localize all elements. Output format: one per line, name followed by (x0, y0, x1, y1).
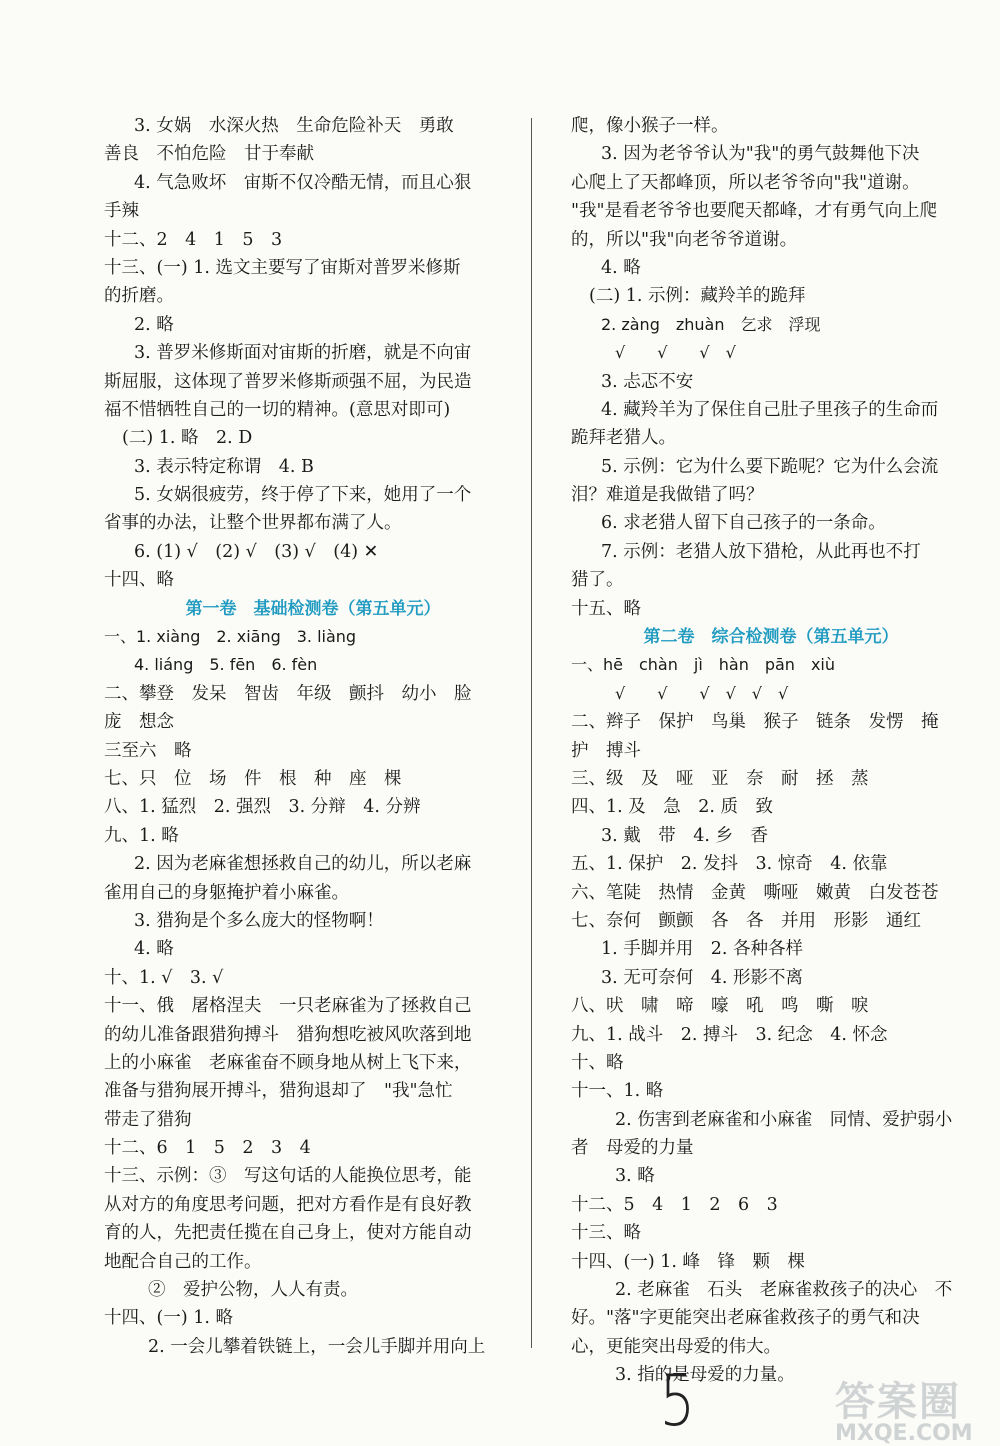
text-line: 十三、略 (571, 1223, 641, 1244)
check-marks: √ √ √ √ (615, 343, 736, 363)
text-line: 二、辫子 保护 鸟巢 猴子 链条 发愣 掩 (571, 712, 939, 733)
text-line: 十、略 (571, 1052, 624, 1073)
text-line: 3. 指的是母爱的力量。 (615, 1365, 795, 1386)
text-line: 5. 女娲很疲劳，终于停了下来，她用了一个 (134, 485, 472, 506)
text-line: 六、笔陡 热情 金黄 嘶哑 嫩黄 白发苍苍 (571, 882, 939, 903)
text-line: 3. 普罗米修斯面对宙斯的折磨，就是不向宙 (134, 343, 472, 364)
text-line: 手辣 (104, 201, 139, 222)
text-line: 三至六 略 (104, 740, 192, 761)
text-line: 者 母爱的力量 (571, 1138, 694, 1159)
text-line: 3. 猎狗是个多么庞大的怪物啊！ (134, 910, 384, 931)
text-line: 带走了猎狗 (104, 1109, 192, 1130)
text-line: 4. liáng 5. fēn 6. fèn (134, 655, 318, 675)
page-number: 5 (659, 1360, 696, 1442)
section-heading: 第二卷 综合检测卷（第五单元） (643, 627, 899, 648)
text-line: 准备与猎狗展开搏斗，猎狗退却了 "我"急忙 (104, 1081, 453, 1102)
text-line: 十三、示例：③ 写这句话的人能换位思考，能 (104, 1166, 472, 1187)
column-divider (531, 118, 532, 1348)
text-line: 二、攀登 发呆 智齿 年级 颤抖 幼小 脸 (104, 683, 472, 704)
text-line: "我"是看老爷爷也要爬天都峰，才有勇气向上爬 (571, 201, 938, 222)
text-line: 八、1. 猛烈 2. 强烈 3. 分辩 4. 分辨 (104, 797, 421, 818)
text-line: 九、1. 战斗 2. 搏斗 3. 纪念 4. 怀念 (571, 1024, 888, 1045)
text-line: 八、吠 啸 啼 嚎 吼 鸣 嘶 唳 (571, 996, 869, 1017)
text-line: 3. 女娲 水深火热 生命危险补天 勇敢 (134, 116, 454, 136)
text-line: 十四、(一) 1. 略 (104, 1308, 233, 1329)
text-line: 九、1. 略 (104, 825, 179, 846)
text-line: 3. 因为老爷爷认为"我"的勇气鼓舞他下决 (601, 144, 920, 165)
text-line: 上的小麻雀 老麻雀奋不顾身地从树上飞下来， (104, 1052, 472, 1073)
text-line: 2. zàng zhuàn 乞求 浮现 (601, 314, 821, 334)
text-line: ② 爱护公物，人人有责。 (148, 1280, 358, 1301)
right-column (571, 112, 971, 1390)
watermark-url: MXQE.COM (835, 1421, 973, 1446)
text-line: 3. 戴 带 4. 乡 香 (601, 825, 769, 846)
text-line: 的折磨。 (104, 286, 174, 307)
text-line: 十四、略 (104, 570, 174, 591)
text-line: 善良 不怕危险 甘于奉献 (104, 144, 314, 165)
text-line: 2. 略 (134, 314, 174, 335)
text-line: 十二、6 1 5 2 3 4 (104, 1138, 311, 1159)
text-line: 三、级 及 哑 亚 奈 耐 拯 蒸 (571, 768, 869, 789)
text-line: 2. 老麻雀 石头 老麻雀救孩子的决心 不 (615, 1280, 953, 1301)
text-line: (二) 1. 略 2. D (122, 428, 253, 449)
text-line: 十一、1. 略 (571, 1081, 664, 1102)
text-line: 七、只 位 场 件 根 种 座 棵 (104, 768, 402, 789)
text-line: 一、1. xiàng 2. xiāng 3. liàng (104, 627, 357, 647)
text-line: 十一、俄 屠格涅夫 一只老麻雀为了拯救自己 (104, 996, 472, 1017)
text-line: 4. 略 (134, 939, 174, 960)
text-line: 6. (1) √ (2) √ (3) √ (4) ✕ (134, 541, 379, 562)
text-line: (二) 1. 示例：藏羚羊的跪拜 (589, 286, 806, 307)
text-line: 一、hē chàn jì hàn pān xiù (571, 655, 836, 675)
watermark-text: 答案圈 (835, 1379, 961, 1425)
text-line: 十二、2 4 1 5 3 (104, 229, 283, 250)
text-line: 跪拜老猎人。 (571, 428, 676, 449)
text-line: 地配合自己的工作。 (104, 1251, 262, 1272)
text-line: 3. 忐忑不安 (601, 371, 694, 392)
text-line: 五、1. 保护 2. 发抖 3. 惊奇 4. 依靠 (571, 854, 888, 875)
text-line: 爬，像小猴子一样。 (571, 116, 729, 136)
text-line: 猎了。 (571, 570, 624, 591)
text-line: 的幼儿准备跟猎狗搏斗 猎狗想吃被风吹落到地 (104, 1024, 472, 1045)
text-line: 斯屈服，这体现了普罗米修斯顽强不屈，为民造 (104, 371, 472, 392)
text-line: 4. 略 (601, 257, 641, 278)
text-line: 1. 手脚并用 2. 各种各样 (601, 939, 804, 960)
text-line: 7. 示例：老猎人放下猎枪，从此再也不打 (601, 541, 921, 562)
text-line: 十、1. √ 3. √ (104, 967, 224, 988)
text-line: 育的人，先把责任揽在自己身上，使对方能自动 (104, 1223, 472, 1244)
left-column (104, 112, 522, 1361)
text-line: 心，更能突出母爱的伟大。 (571, 1336, 781, 1357)
text-line: 4. 藏羚羊为了保住自己肚子里孩子的生命而 (601, 399, 939, 420)
text-line: 2. 伤害到老麻雀和小麻雀 同情、爱护弱小 (615, 1109, 953, 1130)
text-line: 十五、略 (571, 598, 641, 619)
text-line: 5. 示例：它为什么要下跪呢？它为什么会流 (601, 456, 939, 477)
text-line: 十四、(一) 1. 峰 锋 颗 棵 (571, 1251, 805, 1272)
section-heading: 第一卷 基础检测卷（第五单元） (185, 598, 441, 619)
text-line: 2. 因为老麻雀想拯救自己的幼儿，所以老麻 (134, 854, 472, 875)
text-line: 3. 表示特定称谓 4. B (134, 456, 314, 477)
text-line: 福不惜牺牲自己的一切的精神。(意思对即可) (104, 399, 451, 420)
text-line: 十三、(一) 1. 选文主要写了宙斯对普罗米修斯 (104, 257, 461, 278)
check-marks: √ √ √ √ √ √ (615, 683, 789, 703)
text-line: 四、1. 及 急 2. 质 致 (571, 797, 774, 818)
text-line: 心爬上了天都峰顶，所以老爷爷向"我"道谢。 (571, 172, 920, 193)
text-line: 庞 想念 (104, 712, 174, 733)
text-line: 好。"落"字更能突出老麻雀救孩子的勇气和决 (571, 1308, 920, 1329)
text-line: 的，所以"我"向老爷爷道谢。 (571, 229, 798, 250)
text-line: 2. 一会儿攀着铁链上，一会儿手脚并用向上 (148, 1336, 486, 1357)
text-line: 6. 求老猎人留下自己孩子的一条命。 (601, 513, 886, 534)
text-line: 七、奈何 颤颤 各 各 并用 形影 通红 (571, 910, 921, 931)
text-line: 十二、5 4 1 2 6 3 (571, 1194, 778, 1215)
watermark-logo (835, 1370, 995, 1446)
text-line: 3. 略 (615, 1166, 655, 1187)
text-line: 护 搏斗 (571, 740, 641, 761)
text-line: 4. 气急败坏 宙斯不仅冷酷无情，而且心狠 (134, 172, 472, 193)
text-line: 省事的办法，让整个世界都布满了人。 (104, 513, 402, 534)
text-line: 3. 无可奈何 4. 形影不离 (601, 967, 804, 988)
text-line: 泪？难道是我做错了吗？ (571, 485, 764, 506)
text-line: 雀用自己的身躯掩护着小麻雀。 (104, 882, 349, 903)
text-line: 从对方的角度思考问题，把对方看作是有良好教 (104, 1194, 472, 1215)
